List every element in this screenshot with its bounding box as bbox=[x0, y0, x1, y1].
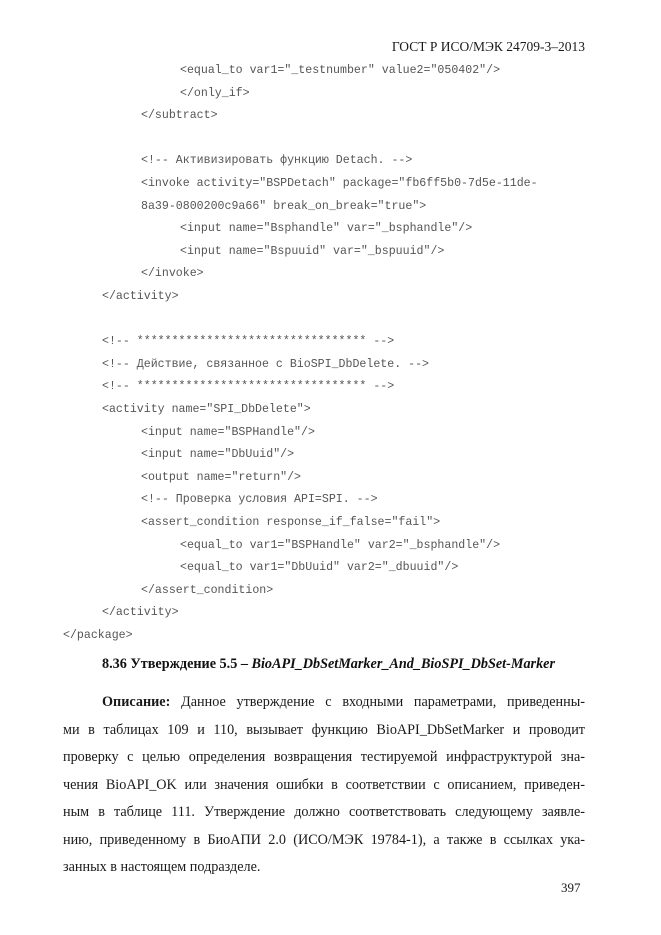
code-line: <assert_condition response_if_false="fail"> bbox=[141, 516, 441, 529]
code-line: </package> bbox=[63, 629, 133, 642]
code-line: </invoke> bbox=[141, 267, 204, 281]
code-line: <!-- ********************************* --> bbox=[102, 335, 395, 349]
code-line: <equal_to var1="DbUuid" var2="_dbuuid"/> bbox=[180, 561, 459, 575]
code-line: <equal_to var1="_testnumber" value2="050402"/> bbox=[180, 64, 501, 77]
description-line: ми в таблицах 109 и 110, вызывает функцию BioAPI_DbSetMarker и проводит bbox=[63, 721, 585, 738]
document-standard-header: ГОСТ Р ИСО/МЭК 24709-3–2013 bbox=[391, 39, 585, 54]
code-line: <output name="return"/> bbox=[141, 470, 302, 484]
code-line: <equal_to var1="BSPHandle" var2="_bsphandle"/> bbox=[180, 538, 501, 552]
description-label: Описание: bbox=[102, 694, 171, 710]
description-line: чения BioAPI_OK или значения ошибки в соответствии с описанием, приведен- bbox=[63, 776, 585, 793]
page-number: 397 bbox=[561, 880, 581, 895]
code-line: </assert_condition> bbox=[141, 583, 274, 597]
description-line bbox=[63, 689, 585, 717]
code-line: <activity name="SPI_DbDelete"> bbox=[102, 403, 311, 416]
code-line: <invoke activity="BSPDetach" package="fb6ff5b0-7d5e-11de- bbox=[141, 177, 538, 190]
code-line: <input name="BSPHandle"/> bbox=[141, 425, 315, 439]
code-line: <input name="Bspuuid" var="_bspuuid"/> bbox=[180, 244, 445, 258]
description-line: проверку с целью определения возвращения тестируемой инфраструктурой зна- bbox=[63, 749, 585, 765]
description-line-text: Данное утверждение с входными параметрами, приведенны- bbox=[170, 694, 585, 710]
description-paragraph bbox=[63, 689, 585, 882]
description-line: ным в таблице 111. Утверждение должно соответствовать следующему заявле- bbox=[63, 804, 585, 820]
code-line: </activity> bbox=[102, 606, 179, 620]
description-line: нию, приведенному в БиоАПИ 2.0 (ИСО/МЭК 19784-1), а также в ссылках ука- bbox=[63, 831, 585, 848]
code-line: 8a39-0800200c9a66" break_on_break="true"> bbox=[141, 199, 427, 213]
section-heading bbox=[102, 656, 555, 673]
code-line: <input name="Bsphandle" var="_bsphandle"/> bbox=[180, 222, 473, 236]
code-line: </subtract> bbox=[141, 109, 218, 123]
section-number-title: 8.36 Утверждение 5.5 – bbox=[102, 656, 252, 672]
code-line: <!-- ********************************* --> bbox=[102, 380, 395, 394]
code-line: <!-- Действие, связанное с BioSPI_DbDelete. --> bbox=[102, 357, 429, 371]
code-line: <!-- Проверка условия API=SPI. --> bbox=[141, 493, 378, 507]
code-line: <input name="DbUuid"/> bbox=[141, 448, 295, 462]
description-line: занных в настоящем подразделе. bbox=[63, 859, 261, 875]
section-title-italic: BioAPI_DbSetMarker_And_BioSPI_DbSet-Marker bbox=[251, 656, 555, 672]
code-line: <!-- Активизировать функцию Detach. --> bbox=[141, 154, 413, 168]
code-line: </only_if> bbox=[180, 86, 250, 100]
code-line: </activity> bbox=[102, 290, 179, 303]
